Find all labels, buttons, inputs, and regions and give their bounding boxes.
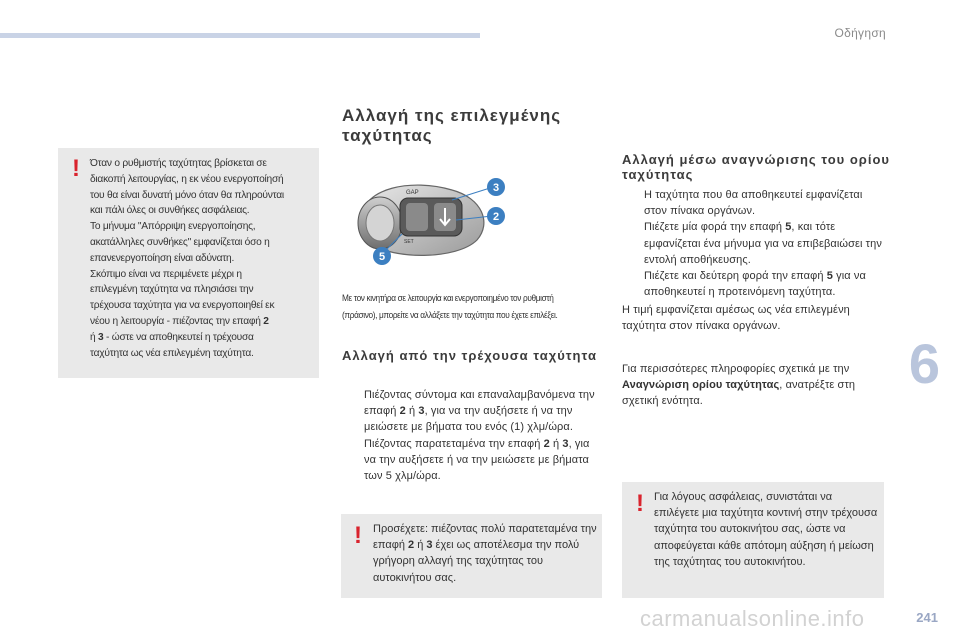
section-title-change-speed: Αλλαγή της επιλεγμένης ταχύτητας [342, 106, 562, 145]
stalk-illustration [342, 168, 507, 268]
svg-text:2: 2 [492, 211, 500, 223]
list-item: Πιέζοντας σύντομα και επαναλαμβανόμενα την επαφή 2 ή 3, για να την αυξήσετε ή να την μειώσετε με βήματα του ενός (1) χλμ/ώρα. [364, 389, 595, 434]
header-bar [0, 33, 480, 38]
warning-box-reactivation [58, 148, 319, 378]
svg-text:5: 5 [378, 251, 386, 263]
warning-text: Όταν ο ρυθμιστής ταχύτητας βρίσκεται σε διακοπή λειτουργίας, η εκ νέου ενεργοποίησή του θα είναι δυνατή μόνο όταν θα πληρούνται και πάλι όλες οι συνθήκες ασφάλειας. Το μήνυμα "Απόρριψη ενεργοποίησης, ακατάλληλες συνθήκες" εμφανίζεται όσο η επανενεργοποίηση είναι αδύνατη. Σκόπιμο είναι να περιμένετε μέχρι η επιλεγμένη ταχύτητα να πλησιάσει την τρέχουσα ταχύτητα για να ενεργοποιηθεί εκ νέου η λειτουργία - πιέζοντας την επαφή 2 ή 3 - ώστε να αποθηκευτεί η τρέχουσα ταχύτητα ως νέα επιλεγμένη ταχύτητα. [90, 158, 284, 359]
list-item: Πιέζοντας παρατεταμένα την επαφή 2 ή 3, για να την αυξήσετε ή να την μειώσετε με βήματα των 5 χλμ/ώρα. [364, 437, 590, 483]
list-item: Πιέζετε μία φορά την επαφή 5, και τότε εμφανίζεται ένα μήνυμα για να επιβεβαιώσει την εντολή αποθήκευσης. [644, 221, 882, 266]
section-title-speed-limit: Αλλαγή μέσω αναγνώρισης του ορίου ταχύτητας [622, 152, 890, 182]
warning-exclamation-icon: ! [72, 155, 80, 182]
bullet-list-current [342, 387, 604, 484]
warning-exclamation-icon: ! [636, 490, 644, 517]
more-info-paragraph: Για περισσότερες πληροφορίες σχετικά με την Αναγνώριση ορίου ταχύτητας, ανατρέξτε στη σχετική ενότητα. [622, 363, 856, 408]
watermark: carmanualsonline.info [640, 606, 865, 631]
cruise-control-stalk-figure [342, 168, 507, 268]
warning-box-long-press [341, 514, 602, 598]
bullet-list-limit [622, 187, 887, 300]
chapter-number: 6 [908, 332, 940, 395]
section-title-from-current: Αλλαγή από την τρέχουσα ταχύτητα [342, 348, 597, 363]
gap-label: GAP [406, 190, 419, 196]
cross-reference-link: Αναγνώριση ορίου ταχύτητας [622, 379, 780, 392]
warning-text: Για λόγους ασφάλειας, συνιστάται να επιλέγετε μια ταχύτητα κοντινή στην τρέχουσα ταχύτητα του αυτοκινήτου σας, ώστε να αποφεύγεται κάθε απότομη αύξηση ή μείωση της ταχύτητας του αυτοκινήτου. [654, 491, 878, 568]
list-item: Η ταχύτητα που θα αποθηκευτεί εμφανίζεται στον πίνακα οργάνων. [644, 189, 863, 218]
speed-limit-paragraph: Η τιμή εμφανίζεται αμέσως ως νέα επιλεγμένη ταχύτητα στον πίνακα οργάνων. [622, 304, 850, 333]
warning-box-safety [622, 482, 884, 598]
chapter-title: Οδήγηση [834, 26, 886, 40]
list-item: Πιέζετε και δεύτερη φορά την επαφή 5 για να αποθηκευτεί η προτεινόμενη ταχύτητα. [644, 270, 866, 299]
warning-exclamation-icon: ! [354, 522, 362, 549]
warning-text: Προσέχετε: πιέζοντας πολύ παρατεταμένα την επαφή 2 ή 3 έχει ως αποτέλεσμα την πολύ γρήγορη αλλαγή της ταχύτητας του αυτοκινήτου σας. [373, 523, 597, 584]
figure-caption: Με τον κινητήρα σε λειτουργία και ενεργοποιημένο τον ρυθμιστή (πράσινο), μπορείτε να αλλάξετε την ταχύτητα που έχετε επιλέξει. [342, 293, 558, 320]
svg-text:3: 3 [492, 182, 500, 194]
set-label: SET [404, 239, 414, 245]
page-number: 241 [916, 610, 938, 625]
